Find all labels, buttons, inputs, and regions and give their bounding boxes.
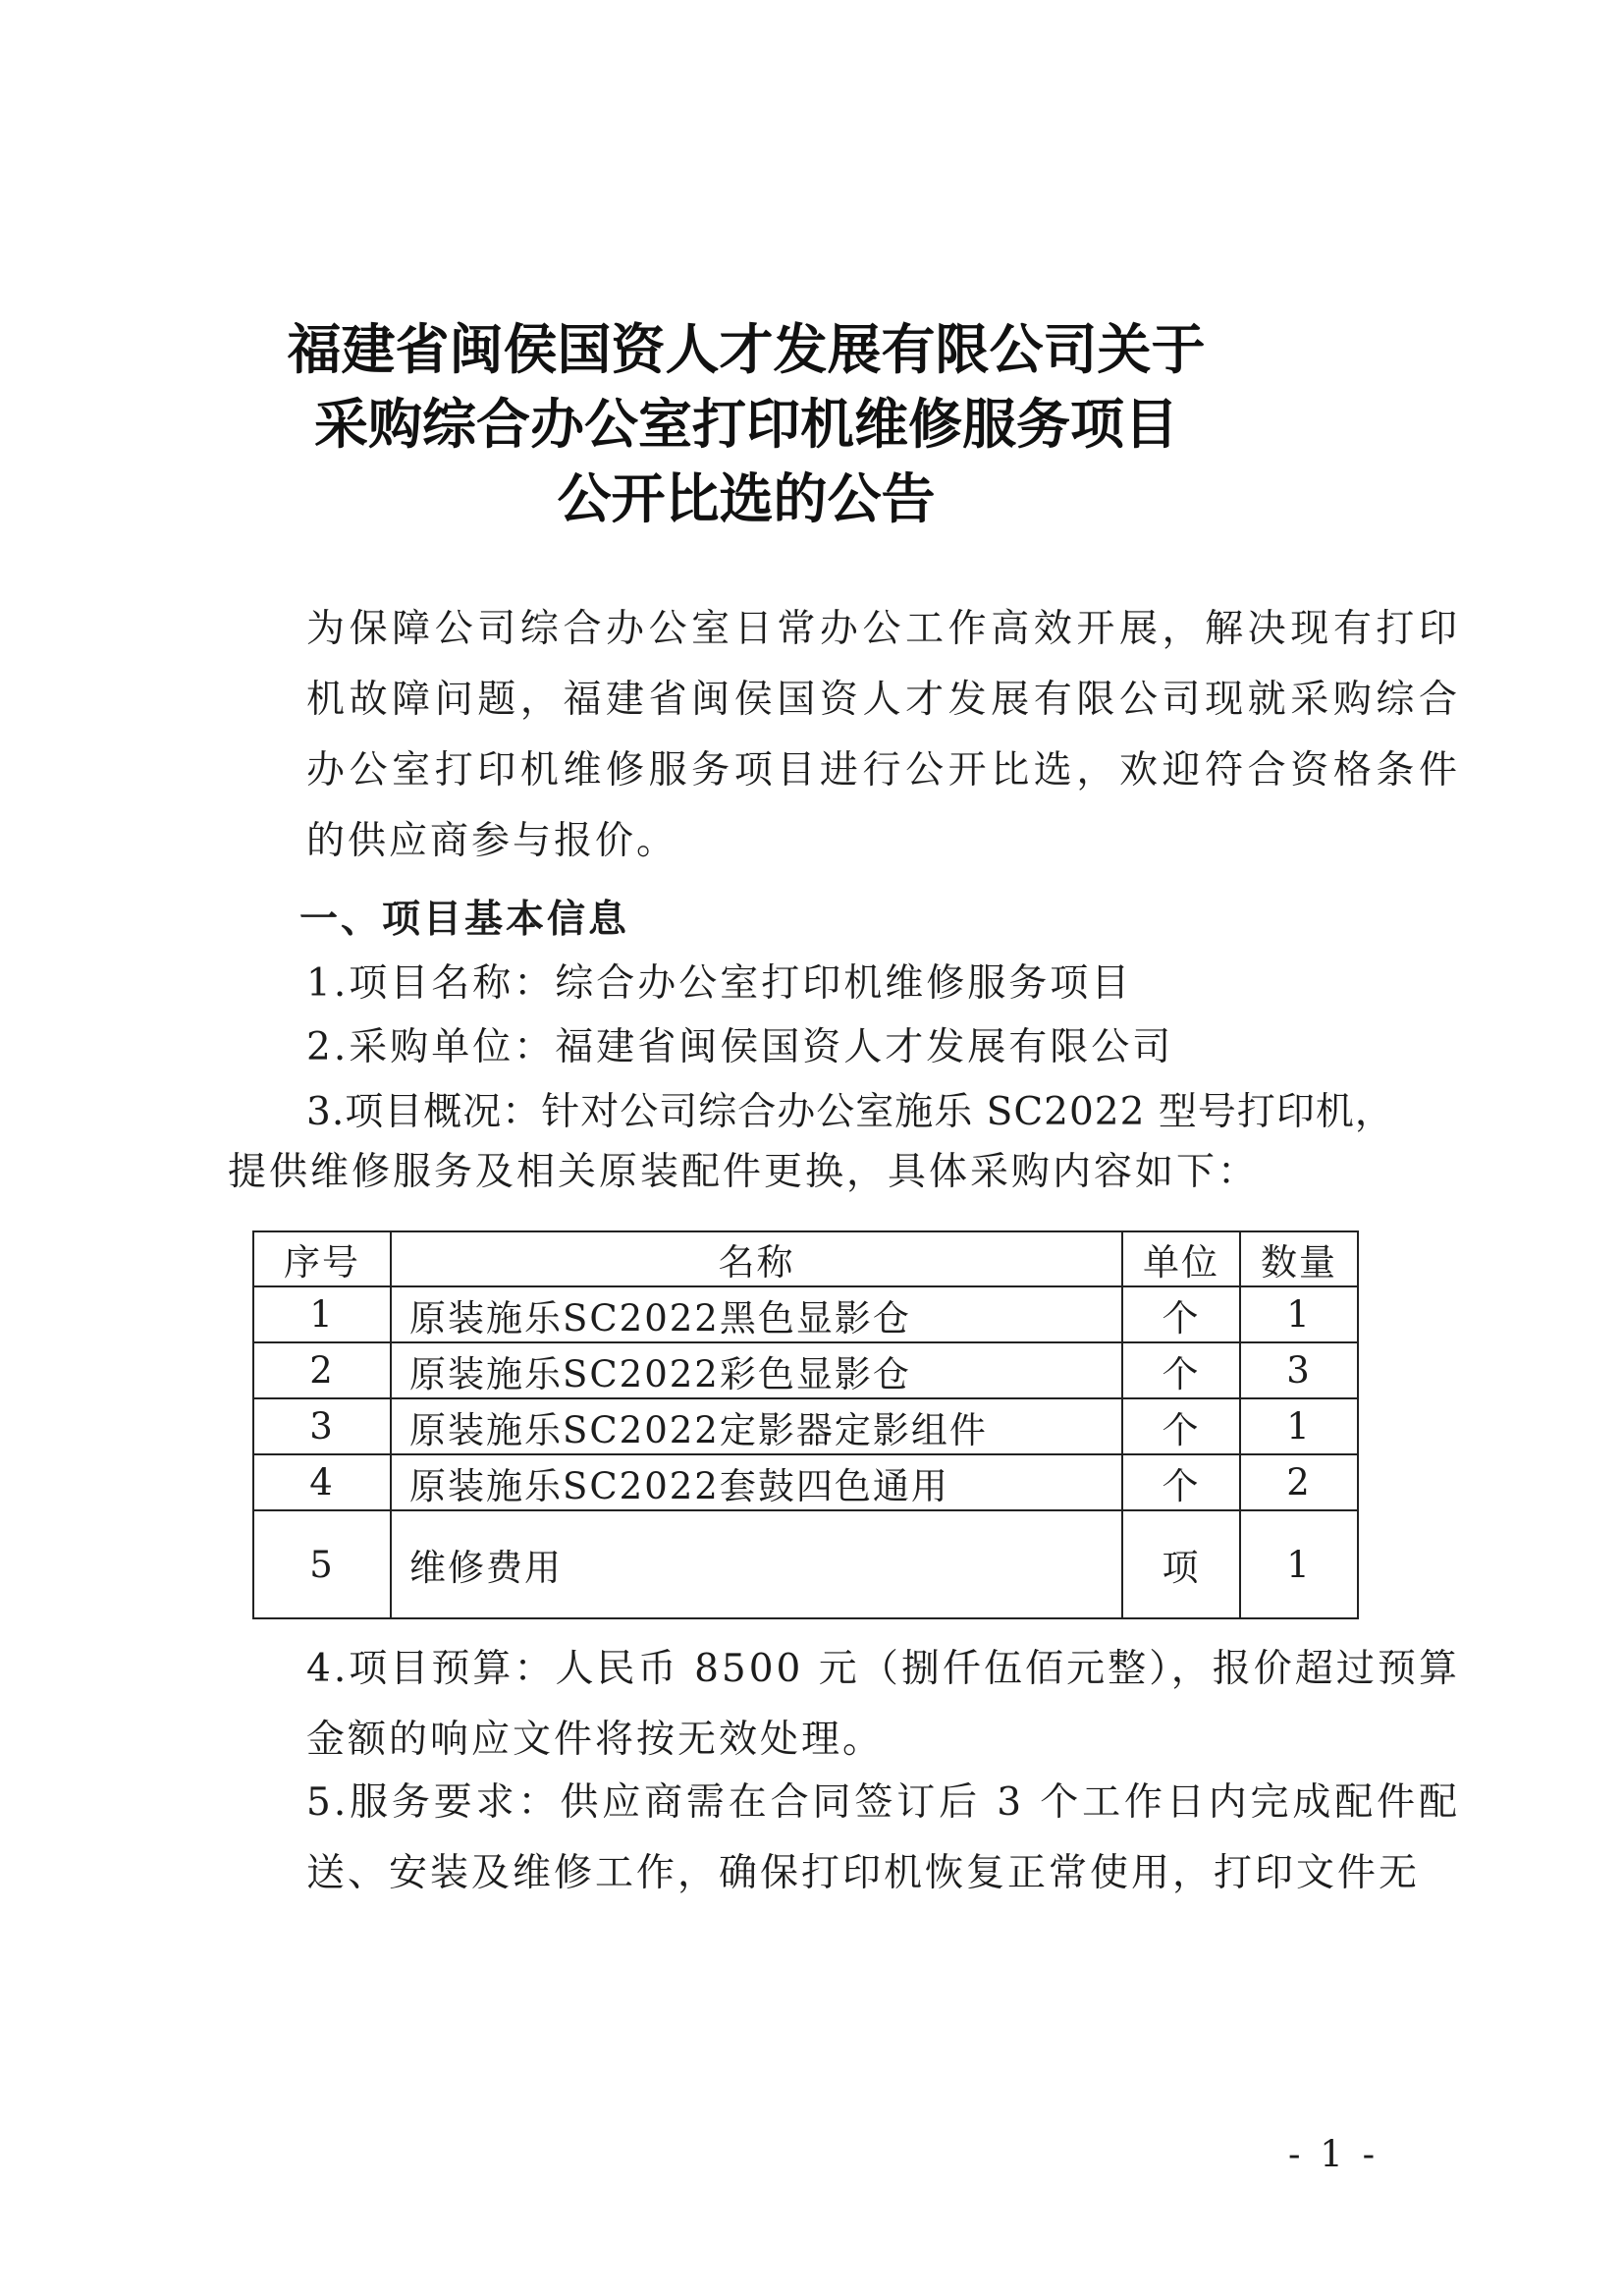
- table-row: [253, 1342, 1358, 1398]
- cell-no: 4: [253, 1454, 391, 1510]
- header-unit: 单位: [1122, 1231, 1240, 1286]
- cell-unit: 个: [1122, 1454, 1240, 1510]
- cell-qty: 1: [1240, 1286, 1358, 1342]
- cell-name: 维修费用: [391, 1510, 1122, 1618]
- cell-unit: 项: [1122, 1510, 1240, 1618]
- table-row: [253, 1510, 1358, 1618]
- cell-no: 2: [253, 1342, 391, 1398]
- procurement-table: [252, 1230, 1359, 1619]
- header-no: 序号: [253, 1231, 391, 1286]
- title-line-2: 采购综合办公室打印机维修服务项目: [313, 393, 1178, 456]
- cell-no: 3: [253, 1398, 391, 1454]
- cell-name: 原装施乐SC2022定影器定影组件: [391, 1398, 1122, 1454]
- table-header-row: [253, 1231, 1358, 1286]
- cell-qty: 1: [1240, 1398, 1358, 1454]
- intro-paragraph: 为保障公司综合办公室日常办公工作高效开展，解决现有打印机故障问题，福建省闽侯国资人才发展有限公司现就采购综合办公室打印机维修服务项目进行公开比选，欢迎符合资格条件的供应商参与报价。: [306, 607, 1460, 863]
- project-overview-line-1: 3.项目概况：针对公司综合办公室施乐 SC2022 型号打印机，: [306, 1090, 1394, 1134]
- cell-qty: 2: [1240, 1454, 1358, 1510]
- document-title: [196, 312, 1296, 536]
- table-row: [253, 1454, 1358, 1510]
- cell-qty: 3: [1240, 1342, 1358, 1398]
- section-1-heading: 一、项目基本信息: [299, 898, 630, 942]
- cell-unit: 个: [1122, 1342, 1240, 1398]
- cell-name: 原装施乐SC2022黑色显影仓: [391, 1286, 1122, 1342]
- title-line-1: 福建省闽侯国资人才发展有限公司关于: [287, 318, 1206, 381]
- title-line-3: 公开比选的公告: [557, 467, 936, 530]
- cell-unit: 个: [1122, 1398, 1240, 1454]
- project-name-line: 1.项目名称：综合办公室打印机维修服务项目: [306, 961, 1133, 1006]
- table-row: [253, 1286, 1358, 1342]
- purchaser-line: 2.采购单位：福建省闽侯国资人才发展有限公司: [306, 1025, 1174, 1069]
- cell-no: 1: [253, 1286, 391, 1342]
- cell-qty: 1: [1240, 1510, 1358, 1618]
- header-qty: 数量: [1240, 1231, 1358, 1286]
- budget-paragraph: 4.项目预算：人民币 8500 元（捌仟伍佰元整），报价超过预算金额的响应文件将按无效处理。: [306, 1647, 1460, 1762]
- service-paragraph: 5.服务要求：供应商需在合同签订后 3 个工作日内完成配件配送、安装及维修工作，确保打印机恢复正常使用，打印文件无: [306, 1780, 1460, 1895]
- header-name: 名称: [391, 1231, 1122, 1286]
- cell-no: 5: [253, 1510, 391, 1618]
- cell-name: 原装施乐SC2022彩色显影仓: [391, 1342, 1122, 1398]
- cell-name: 原装施乐SC2022套鼓四色通用: [391, 1454, 1122, 1510]
- table-row: [253, 1398, 1358, 1454]
- project-overview-line-2: 提供维修服务及相关原装配件更换，具体采购内容如下：: [228, 1150, 1260, 1194]
- cell-unit: 个: [1122, 1286, 1240, 1342]
- page-number: - 1 -: [1288, 2133, 1380, 2175]
